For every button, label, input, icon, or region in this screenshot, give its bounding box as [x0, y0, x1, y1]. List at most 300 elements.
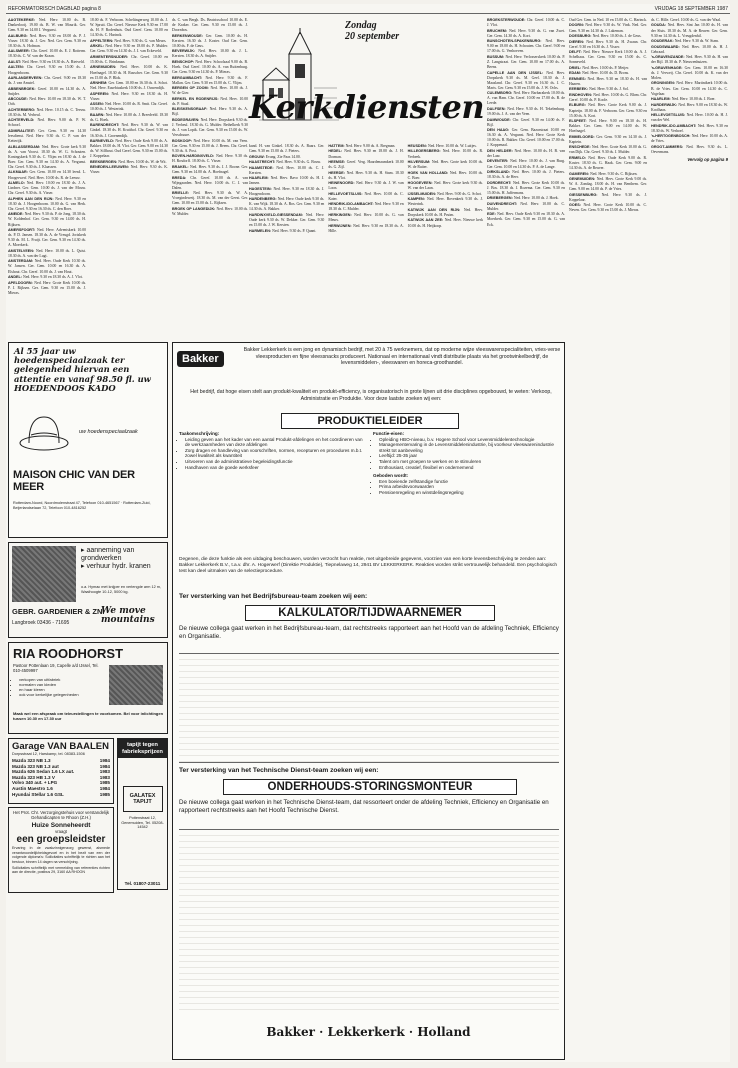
listing-place: BLEISKENSGRAAF:: [172, 107, 210, 112]
ad-gardenier-note: o.a. Hymac met knijper en verlengde arm 12 m, Waalhoogte 10-12, 5000 kg.: [81, 585, 161, 594]
church-listing: [249, 176, 324, 186]
listing-place: CULEMBORG:: [487, 91, 514, 96]
listing-place: BERGEN OP ZOOM:: [172, 86, 211, 91]
listing-place: HAARLEM:: [249, 176, 271, 181]
church-listing: [8, 118, 86, 128]
church-listing: [328, 149, 403, 159]
church-listing: [8, 170, 86, 180]
listing-place: ANDEL:: [8, 275, 23, 280]
listing-text: Ned. Herv. Grote Kerk 10.00 ds. C. Neven. Ger. Gem. 9.30 en 15.00 ds. J. Mieras.: [569, 203, 647, 213]
listing-text: Chr. Geref. 10.00 ds. E. J. Rotterm. 18.30 ds. C. W. van der Kraan.: [8, 49, 86, 59]
ad-hoedens-address: Rotterdam-Noord, Noordmolenstraat 47, Telefoon 010-4651567 · Rotterdam-Zuid, Beijerlandselaan 72, Telefoon 010-4816252: [13, 501, 151, 510]
church-listing: [172, 76, 248, 86]
church-listing: [487, 159, 565, 169]
bakker-eisen: Functie-eisen: • Opleiding HBO-niveau, b.v. Hogere School voor Levensmiddelentechnologie • Managementervaring in de Levensmiddelenindustrie, bij voorkeur vleeswarenindustrie strekt tot aanbeveling • Leeftijd: 25-35 jaar • Talent om met groepen te werken en te stimuleren • Enthousiast, creatief, flexibel en ondernemend Geboden wordt: • Een boeiende zelfstandige functie • Prima arbeidsvoorwaarden • Pensioenregeling en winstdelingsregeling: [373, 431, 559, 496]
church-listing: [569, 50, 647, 65]
listing-text: Ned. Herv. 9.30 ds. P. de Jong. 18.30 ds. W. Koldenhof. Ger. Gem. 9.30 en 14.00 ds. H. Rijksen.: [8, 212, 86, 227]
ad-garage-address: Dorpsstraat 12, Harskamp, tel. 08383-1506: [12, 752, 85, 756]
listing-place: BRIELLE:: [172, 191, 194, 196]
church-listing: [249, 155, 324, 160]
listing-place: APPELTERN:: [90, 38, 115, 43]
listing-place: HAAMSTEDE:: [249, 165, 277, 170]
listing-text: Ned. Herv. 10.00 ds. C. Kater.: [328, 191, 404, 201]
listing-text: Chr. Geref. 9.00 en 18.30 ds. J. van Amstel.: [8, 75, 86, 86]
ad-gardenier-address: Langbroek 03436 - 71695: [12, 620, 70, 626]
listing-text: Ned. Herv. Grote Kerk 10.00 ds. G. van Dijk. Chr. Geref. 9.30 ds. J. Mulder.: [569, 145, 647, 155]
listing-place: DIRKSLAND:: [487, 170, 513, 175]
listing-place: AMSTELVEEN:: [8, 248, 37, 253]
listing-text: Ned. Herv. Grote Kerk 10.00 ds. P. J. Rijksen. Ger. Gem. 9.30 en 15.00 ds. J. Mieras.: [8, 280, 86, 295]
church-listing: [90, 165, 168, 175]
listing-text: Ned. Herv. 10.00 en 18.30 ds. J. A. Lindner. Ger. Gem. 10.00 ds. J. van der Mouw. Chr. Geref. 9.30 ds. A. Visser.: [8, 180, 86, 196]
church-listing: [90, 92, 168, 102]
church-listing: [172, 107, 248, 117]
listing-text: Ned. Herv. Grote kerk 9.30 ds. W. van der Laan.: [407, 181, 483, 191]
church-listing: [172, 165, 248, 175]
listing-place: GROUW:: [249, 154, 266, 159]
listing-place: GENEMUIDEN:: [569, 177, 597, 182]
church-listing: [172, 191, 248, 206]
listing-text: Ned. Herv. 10.00 ds. R. Verbeek.: [407, 149, 483, 159]
church-listing: [8, 18, 86, 33]
listing-text: Ger. Gem. 9.30 en 14.30 ds. J. Kaptein.: [569, 134, 647, 144]
ad-bakker: [172, 342, 565, 1060]
church-listing: [90, 44, 168, 54]
listing-text: Ned. Herv. 9.30 ds. G. van Zwet. Ger. Gem. 14.30 ds. A. Kort.: [487, 28, 565, 38]
listing-text: Ned. Herv. 9.30 en 18.30 ds. J. Hoogenboom. 10.00 ds. G. van Herk. Chr. Geref. 9.30 en 16.30 ds. C. den Boer.: [8, 196, 86, 211]
listing-place: BUSSUM:: [487, 54, 506, 59]
listing-text: Ger. Gem. 10.00 en 16.30 ds. J. Verweij. Chr. Geref. 10.00 ds. K. van der Molen.: [651, 65, 728, 80]
bakker-job3: ONDERHOUDS-STORINGSMONTEUR: [223, 779, 517, 795]
page-header: [6, 4, 730, 14]
listing-place: AMEIDE:: [8, 212, 25, 217]
church-listing: [408, 171, 483, 181]
church-listing: [328, 202, 403, 212]
listing-text: kand. H. van Ginkel. 18.30 ds. A. Baars. Ger. Gem. 9.30 en 15.00 ds. J. Pieters.: [249, 144, 325, 154]
listing-text: Ned. Herv. Oude Kerk 9.30 en 18.30 ds. A. Moerkerk. Ger. Gem. 9.30 en 15.00 ds. G. van Eck.: [487, 212, 565, 227]
church-listing: [90, 139, 168, 159]
listing-place: KAMPEN:: [407, 197, 428, 202]
church-listing: [569, 87, 647, 92]
listing-text: Ned. Herv. 10.00 ds. J. W. de Gier.: [172, 86, 248, 96]
listing-text: Ned. Herv. 9.30 en 18.30 ds. J. Hoogendoorn.: [249, 186, 325, 196]
church-listing: [487, 128, 565, 148]
listing-place: EINDHOVEN:: [569, 92, 594, 97]
car-name: Mazda 626 Sedan 1.6 LX aut.: [12, 769, 75, 775]
car-year: 1984: [99, 785, 110, 791]
church-listing: [408, 149, 483, 159]
church-listing: [172, 60, 248, 75]
listing-text: Ned. Herv. 10.00 ds. W. de Wit.: [118, 159, 167, 164]
listing-place: DALFSEN:: [487, 106, 508, 111]
church-listing: [408, 218, 483, 228]
listing-place: DEN HELDER:: [487, 148, 515, 153]
listing-place: BROEKSTERWOUDE:: [487, 18, 527, 22]
listing-place: ASSEN:: [90, 102, 105, 107]
listing-place: EERBEEK:: [569, 87, 590, 92]
listing-place: BARNEVELD:: [90, 139, 116, 144]
church-listing: [328, 160, 403, 170]
ad-tapijt: [117, 738, 168, 890]
church-listing: [249, 229, 324, 234]
church-listing: [172, 176, 248, 191]
bakker-call2: Ter versterking van het Technische Dienst-team zoeken wij een:: [179, 767, 379, 774]
title-sunday: Zondag: [345, 20, 377, 31]
church-listing: [487, 170, 565, 180]
church-listing: [90, 160, 168, 165]
listing-place: ELSPEET:: [569, 119, 590, 124]
listing-place: HEUSDEN:: [407, 144, 428, 148]
listing-place: HENDRIK-IDO-AMBACHT:: [651, 123, 698, 128]
church-listing: [8, 249, 86, 259]
listing-place: ABBENBROEK:: [8, 86, 38, 91]
column-3: [172, 18, 248, 338]
listing-text: Ned. Herv. 9.30 ds. H. Rosdorff. 18.00 ds. C. Visser.: [172, 154, 248, 164]
church-listing: [172, 118, 248, 138]
listing-place: ERMELO:: [569, 155, 589, 160]
listing-place: AMERSFOORT:: [8, 228, 38, 232]
listing-place: EDE:: [487, 212, 498, 217]
listing-place: DEN HAAG:: [487, 128, 512, 133]
listing-place: HARMELEN:: [249, 228, 273, 233]
church-listing: [8, 181, 86, 196]
listing-place: ACHTERBERG:: [8, 107, 37, 112]
car-name: Mazda 323 HB 1.3 V: [12, 774, 55, 780]
car-year: 1983: [99, 769, 110, 775]
listing-text: Ned. Herv. 9.30 en 18.30 ds. A. J. Vlot.: [22, 275, 83, 280]
listing-text: Chr. Geref. 9.30 en 14.00 ds. F. Bijl.: [487, 117, 565, 127]
listing-place: ARNEMUIDEN:: [90, 65, 121, 70]
listing-place: HENDRIK-IDO-AMBACHT:: [328, 202, 375, 207]
church-listing: [569, 40, 647, 50]
listing-text: Ger. Gem. 10.00 en 16.30 ds. A. Schot. Ned. Herv. Eusebiuskerk 10.00 ds. J. Ouwendijk.: [90, 81, 168, 91]
listing-text: Ned. Herv. 9.00 ds. G. Schot.: [437, 191, 482, 196]
listing-place: GIESSENBURG:: [569, 192, 602, 197]
bullet-item: • Talent om met groepen te werken en te stimuleren: [379, 459, 559, 465]
church-listing: [408, 208, 483, 218]
church-listing: [651, 145, 728, 155]
church-listing: [487, 107, 565, 117]
listing-text: Ned. Herv. 9.30 en 18.00 ds. P. Mulder. Ger. Gem. 9.30 en 14.30 ds. J. J. van Eckeveld.: [90, 44, 168, 54]
ad-roodhorst-address: Pastoor Pottenlaan 19, Capelle a/d IJssel, Tel. 010-4509997: [13, 663, 99, 673]
car-year: 1985: [99, 791, 110, 797]
listing-text: Ned. Herv. Adventskerk 10.00 ds. P. D. Jansen. 18.30 ds. A. de Vreugd. Joriskerk 9.30 ds. M. L. Fruijt. Ger. Gem. 9.30 en 14.30 ds. A. Moerkerk.: [8, 228, 86, 248]
listing-place: BRAKEL:: [172, 164, 190, 169]
church-listing: [408, 144, 483, 149]
listing-place: AMSTERDAM:: [8, 259, 35, 264]
listing-text: Ned. Herv. 9.30 ds. G. van Meurs.: [114, 38, 167, 43]
listing-place: IJSSELMUIDEN:: [407, 191, 438, 196]
church-listing: [8, 129, 86, 144]
listing-place: 's-HERTOGENBOSCH:: [651, 134, 692, 139]
ad-gardenier: [8, 542, 168, 638]
listing-place: DIEREN:: [569, 39, 587, 44]
listing-place: HAASTRECHT:: [249, 160, 277, 165]
listing-text: Ned. Herv. Bavo 10.00 ds. H. J. Jansen.: [249, 176, 325, 186]
listing-text: Ned. Herv. 9.30 ds. C. Rijksen.: [590, 171, 638, 176]
church-listing: [249, 197, 324, 212]
church-listing: [172, 154, 248, 164]
listing-place: ALPHEN AAN DEN RIJN:: [8, 196, 56, 201]
church-listing: [328, 144, 403, 149]
listing-place: BAARN:: [90, 112, 106, 117]
church-listing: [651, 124, 728, 134]
listing-text: Ned. Herv. 10.00 ds. P. Meijer.: [582, 65, 630, 70]
church-listing: [651, 23, 728, 38]
listing-place: APELDOORN:: [8, 280, 35, 285]
church-listing: [249, 160, 324, 165]
listing-text: Ned. Herv. Grote Kerk 10.00 ds. J. Bos. 18.30 ds. J. Rozema. Ger. Gem. 9.30 en 15.00 ds. H. Juffermans.: [487, 180, 565, 195]
listing-place: ALBLASSERDAM:: [8, 144, 42, 149]
listing-text: Ned. Herv. Grote kerk 9.30 ds. A. van Voorst. 18.30 ds. W. G. Schouten. Koningskerk 9.30 ds. C. Vlijm en 18.30 ds. J. de Boer. Ger. Gem. 9.30 en 14.30 ds. A. Vergunst. Chr. Geref. 9.30 ds. J. Klaassen.: [8, 144, 86, 169]
bakker-job2-details: [179, 653, 559, 763]
listing-text: Ned. Herv. 10.00 ds. J. Boer.: [671, 97, 716, 102]
church-listing: [172, 139, 248, 154]
listing-place: HOOGEVEEN:: [407, 181, 435, 186]
listing-place: EMMELOORD:: [569, 134, 597, 139]
header-right: VRIJDAG 18 SEPTEMBER 1987: [654, 6, 728, 12]
listing-place: BEEKBERGEN:: [90, 159, 119, 164]
listing-text: Ned. Herv. 9.30 ds. W. A. Vroegindeweij. 18.30 ds. M. van der Geest. Ger. Gem. 10.00 en 15.00 ds. L. Rijksen.: [172, 191, 248, 206]
church-listing: [569, 18, 647, 23]
listing-place: HARDERWIJK:: [651, 102, 679, 107]
church-listing: [569, 172, 647, 177]
listing-place: ACHTERVELD:: [8, 118, 38, 123]
church-listing: [569, 103, 647, 118]
ad-gardenier-brand: GEBR. GARDENIER & ZN.: [12, 607, 105, 616]
listing-text: Ned. Herv. 9.30 en 18.30 ds. H. Visser.: [90, 91, 168, 101]
crane-photo: [12, 546, 76, 602]
listing-text: Ned. Herv. Nieuwe kerk 10.00 ds. H. Heijkoop.: [407, 218, 483, 228]
listing-text: Ned. Herv. Schoolzaal 9.00 ds. B. Hoek. Oud Geref. 10.00 ds. A. van Ruitenburg. Ger. Gem. 9.30 en 14.30 ds. P. Mieras.: [172, 59, 248, 75]
listing-text: Ned. Herv. 10.00 ds. C. J. Kersten.: [249, 165, 325, 175]
gardenier-item-1: ▸ aanneming van grondwerken: [81, 547, 135, 562]
listing-text: Ned. Herv. 9.30 ds. L. Oevermans.: [651, 144, 728, 155]
church-listing: [487, 18, 565, 28]
listing-text: Ned. Herv. Verlosserskerk 10.00 ds. P. Z. Langstraat. Ger. Gem. 10.00 en 17.00 ds. A. Beens.: [487, 54, 565, 70]
ad-sonneheerdt: [8, 807, 114, 893]
listing-place: BENEDEN-LEEUWEN:: [90, 165, 131, 170]
title-block: [249, 18, 483, 142]
church-listing: [487, 29, 565, 39]
car-year: 1985: [99, 780, 110, 786]
church-listing: [8, 65, 86, 75]
listing-place: DORDRECHT:: [487, 180, 513, 185]
ad-sonneheerdt-footer: Sollicitaties schriftelijk met vermelding van referenties richten aan de directie, postbus 29, 3160 AA RHOON: [12, 866, 110, 875]
listing-text: Ned. Herv. Grote Kerk 9.00 ds. J. Kapteijn. 18.00 ds. F. Verboom. Ger. Gem. 9.30 en 15.00 ds. A. Kort.: [569, 103, 647, 118]
listing-text: Ned. Herv. 10.00 ds. C. Boer.: [407, 170, 483, 180]
church-listing: [487, 91, 565, 106]
church-listing: [8, 87, 86, 97]
ad-roodhorst-brand: RIA ROODHORST: [13, 646, 124, 661]
church-listing: [8, 34, 86, 49]
ad-tapijt-head: tapijt tegen fabrieksprijzen: [118, 739, 167, 758]
listing-text: Ned. Herv. Sint Jan 10.00 ds. H. van der Sluis. 18.30 ds. M. A. de Reuver. Ger. Gem. 9.30 en 14.30 ds. L. Vreugdenhil.: [651, 23, 728, 38]
listing-text: Ned. Herv. 10.00 ds. R. Smit. Chr. Geref. 10.00 ds. J. Westerink.: [90, 102, 168, 112]
listing-place: BOVEN-HARDINXVELD:: [172, 154, 217, 159]
listing-text: Ned. Herv. 10.00 ds. J. L. Kersten. 18.30 ds. A. Snijder.: [172, 49, 248, 59]
listing-place: CAPELLE AAN DEN IJSSEL:: [487, 70, 547, 75]
listing-text: Ned. Herv. 9.30 en 18.30 ds. A. Hille.: [328, 223, 404, 233]
listing-place: AALTEN:: [8, 65, 27, 70]
listing-place: GOES:: [569, 203, 584, 208]
ad-sonneheerdt-sub: vraagt: [55, 829, 67, 835]
church-listing: [487, 212, 565, 227]
church-listing: [651, 97, 728, 102]
church-listing: [651, 45, 728, 55]
listing-text: Ned. Herv. 10.00 ds. C. Mulder.: [487, 201, 565, 211]
column-4: [487, 18, 565, 338]
bakker-job3-details: [179, 829, 559, 1010]
bullet-item: • Handhaven van de goede werksfeer: [185, 465, 365, 471]
bakker-job3-text: De nieuwe collega gaat werken in het Technische Dienst-team, dat ressorteert onder de afdeling Techniek, Efficiency en Organisatie en rapporteert rechtstreeks aan het Hoofd Technische Dienst.: [179, 799, 549, 814]
church-listing: [328, 213, 403, 223]
listing-place: ARMENTERSNIJDER:: [90, 54, 132, 59]
listing-place: BENSCHOP:: [172, 59, 196, 64]
bakker-job2: KALKULATOR/TIJDWAARNEMER: [245, 605, 495, 621]
listing-place: ALMELO:: [8, 180, 27, 185]
church-listing: [8, 281, 86, 296]
bakker-intro2: Het bedrijf, dat hoge eisen stelt aan produkt-kwaliteit en produkt-efficiency, is organisatorisch in grote lijnen uit drie disciplines opgebouwd, te weten: Verkoop, Administratie en Produktie. Voor deze laatste zoeken wij een:: [190, 389, 552, 402]
church-listing: [487, 181, 565, 196]
listing-place: 's-GRAVENHAGE:: [651, 65, 685, 70]
listing-text: Chr. Geref. 9.30 en 15.00 ds. J. Hoogenboom.: [8, 65, 86, 75]
title-kerkdiensten: Kerkdiensten: [249, 88, 485, 126]
listing-place: ALKMAAR:: [8, 170, 30, 175]
listing-text: Ned. Herv. Oude kerk 9.30 ds. W. Dekker. Ger. Gem. 9.30 en 15.00 ds. J. W. Kersten.: [249, 212, 325, 228]
listing-place: HILLEGERSBERG:: [407, 149, 443, 154]
church-listing: [8, 49, 86, 59]
listing-text: Ned. Herv. 9.30 en 18.00 ds. P. J. Visser. 18.30 ds. J. Ger. Ned. Ger. Gem. 9.30 en 18.30 ds. A. Hofman.: [8, 33, 86, 48]
listing-place: ABCOUDE:: [8, 97, 30, 102]
bullet-item: • Een boeiende zelfstandige functie: [379, 479, 559, 485]
church-listing: [249, 187, 324, 197]
church-listing: [487, 39, 565, 54]
listing-place: GOUDSWAARD:: [651, 44, 683, 49]
church-listing: [569, 71, 647, 76]
listing-text: Ned. Herv. 10.00 ds. J. van Burg. Ger. Gem. 10.00 en 14.30 ds. P. A. de Lange.: [487, 159, 565, 169]
ad-sonneheerdt-name: Huize Sonneheerdt: [31, 822, 91, 830]
ad-tapijt-address: Pottenstraat 12, Genemuiden, Tel. 05208-14542: [121, 816, 164, 830]
listing-text: Ned. Herv. 10.00 ds. J. Pieters. 18.30 ds. A. de Heer.: [487, 170, 565, 180]
car-name: Hyundai Stellar 1.6 GSL: [12, 791, 64, 797]
church-listing: [90, 102, 168, 112]
listing-text: ds. C. van Bergh. Ds. Beatrixschool 10.00 ds. E. de Kraker. Ger. Gem. 9.30 en 15.00 ds. J. Doornbos.: [172, 18, 248, 33]
title-date: [345, 20, 399, 42]
listing-text: Ned. Herv. 9.30 ds. H. van der Bijl. 18.30 ds. P. Nieuwenhuizen.: [651, 55, 728, 65]
listing-text: Ned. Herv. 10.00 ds. L. Quist. 18.30 ds. A. van der Lugt.: [8, 248, 86, 258]
listing-place: HAARLEM:: [651, 97, 672, 102]
ad-gardenier-slogan: We move mountains: [101, 606, 155, 625]
listing-text: Ned. Herv. 9.30 ds. J. J. Boone. Ger. Gem. 9.30 en 14.00 ds. A. Hoefnagel.: [172, 164, 248, 175]
church-listing: [487, 55, 565, 70]
column-title-sub: [249, 144, 483, 338]
bakker-body: Degenen, die deze funktie als een uitdaging beschouwen, worden verzocht hun reaktie, met uitgebreide gegevens, voorzien van een korte levensbeschrijving te zenden aan: Bakker Lekkerkerk B.V., t.a.v. dhr. A. Hogerwerf (Direktie Produktie), Tiepnelaweg 14, 2941 BV LEKKERKERK. Reakties worden strikt vertrouwelijk behandeld. Een psychologisch test kan deel uitmaken van de selectieprocedure.: [179, 557, 558, 574]
listing-place: HELLEVOETSLUIS:: [651, 113, 687, 118]
church-listing: [90, 65, 168, 80]
church-listing: [90, 39, 168, 44]
listing-text: Ger. Gem. 10.00 ds. H. Kersten. 16.30 ds. J. Koster. Oud Ger. Gem. 10.00 ds. F. de Geus.: [172, 33, 248, 48]
ad-tapijt-brand: GALATEX TAPIJT: [123, 786, 163, 812]
church-listing: [408, 181, 483, 191]
church-listing: [487, 202, 565, 212]
listing-place: DRIEL:: [569, 65, 583, 70]
listing-text: Geref. Verg. Haardenaumkerk 10.00 ds. G. Zijl.: [328, 160, 404, 170]
church-listing: [651, 66, 728, 81]
church-listing: [569, 177, 647, 192]
listing-place: GOUDERAK:: [651, 39, 675, 44]
car-name: Austin Maestro 1.6: [12, 785, 53, 791]
bullet-item: • Leeftijd: 25-35 jaar: [379, 453, 559, 459]
bakker-footer: Bakker · Lekkerkerk · Holland: [266, 1025, 471, 1039]
church-listing: [569, 66, 647, 71]
column-6: [651, 18, 728, 1048]
listing-text: Ned. Herv. 10.00 ds. P. Staal.: [172, 96, 248, 106]
listing-text: Ned. Herv. 9.30 ds. G. Bouw.: [276, 160, 321, 165]
bakker-taken-list: [179, 437, 365, 471]
listing-place: HEDEL:: [328, 149, 345, 154]
listing-place: DOORN:: [569, 23, 586, 28]
listing-place: EDAM:: [569, 71, 583, 76]
listing-place: HAGESTEIN:: [249, 186, 274, 191]
listing-text: Ned. Herv. 10.00 ds. H. J. van der Wel.: [651, 113, 728, 123]
church-listing: [569, 23, 647, 33]
column-1: [8, 18, 86, 338]
listing-text: Ned. Herv. 9.00 en 18.30 ds. H. Bakker. Ger. Gem. 9.00 en 14.00 ds. W. Hoefnagel.: [569, 119, 647, 134]
listing-text: Ned. Herv. 9.30 en 18.30 ds. C. Mulder.: [328, 202, 404, 212]
bullet-item: • Zorg dragen en handleving van voorschriften, normen, recepturen en procedures m.b.t. zowel kwaliteit als kwantiteit: [185, 448, 365, 459]
ad-roodhorst-list: • verkopen van uitfabriek • normalen van kleden • en haar kleren • ook voor kerkelijke gelegenheden: [13, 677, 109, 697]
listing-text: Ned. Herv. 9.30 ds. W. Vink. Ned. Ger. Gem. 9.30 en 14.30 ds. J. Lakeman.: [569, 23, 647, 33]
listing-place: HEEMSE:: [328, 160, 347, 165]
listing-text: Ned. Herv. Barbarakerk 10.00 ds. A. van Ham. Chr. Geref. 10.00 en 17.00 ds. B. de Leede.: [487, 91, 565, 106]
car-name: Volvo 340 aut. + LPG: [12, 780, 58, 786]
ad-hoedens-brand: MAISON CHIC VAN DER MEER: [13, 469, 135, 493]
ad-garage-cars: [9, 758, 113, 797]
listing-text: Ned. Herv. Oude Kerk 9.00 ds. R. Koster. 18.30 ds. G. Haak. Ger. Gem. 9.00 en 14.30 ds. A. de Reuver.: [569, 155, 647, 171]
church-listing: [569, 203, 647, 213]
gardenier-item-2: ▸ verhuur hydr. kranen: [81, 563, 151, 570]
listing-text: Ger. Gem. 10.00 en 14.30 leesd. L. Hoogerwerf. Ned. Herv. 10.00 ds. R. de Leeuw.: [8, 170, 86, 180]
dress-photo: [109, 665, 163, 705]
listing-text: Ned. Herv. 10.00 ds. H. B. van der Laar.: [487, 148, 565, 158]
church-listing: [249, 144, 324, 154]
church-listing: [487, 118, 565, 128]
listing-text: Ned. Herv. 10.00 ds. W. Mulder.: [172, 206, 248, 216]
listing-place: BRUCHEM:: [487, 28, 510, 33]
listing-text: Ned. Herv. 9.30 en 18.30 ds. H. van Haaren.: [569, 76, 647, 86]
church-listing: [172, 97, 248, 107]
ad-tapijt-phone: Tel. 01807-23011: [124, 881, 161, 886]
listing-text: Ned. Herv. 10.00 ds. G. van Meurs.: [328, 212, 404, 223]
listing-place: BARENDRECHT:: [90, 123, 122, 128]
listing-place: ADMIRALITEIT:: [8, 128, 39, 133]
listing-place: DAMWOUDE:: [487, 117, 513, 122]
church-listing: [90, 55, 168, 65]
listing-text: Chr. Geref. 10.00 ds. A. van Wijngaarden. Ned. Herv. 10.00 ds. C. J. van Dalen.: [172, 175, 248, 190]
listing-place: ASPEREN:: [90, 91, 112, 96]
bakker-call1: Ter versterking van het Bedrijfsbureau-team zoeken wij een:: [179, 593, 368, 600]
column-2: [90, 18, 168, 338]
listing-place: DUIVENDRECHT:: [487, 201, 521, 206]
listing-text: Ned. Herv. Grote kerk 10.00 ds. W. de Ruiter.: [407, 160, 483, 170]
listing-place: ELBURG:: [569, 103, 589, 108]
listing-place: DELFT:: [569, 50, 584, 55]
listing-place: AARLANDERVEEN:: [8, 75, 45, 80]
listing-text: Chr. Geref. 10.00 en 15.00 ds. C. Brinkman.: [90, 54, 168, 64]
church-listing: [328, 171, 403, 181]
listing-text: Ned. Herv. 9.00 ds. A. Bregman.: [345, 144, 396, 148]
